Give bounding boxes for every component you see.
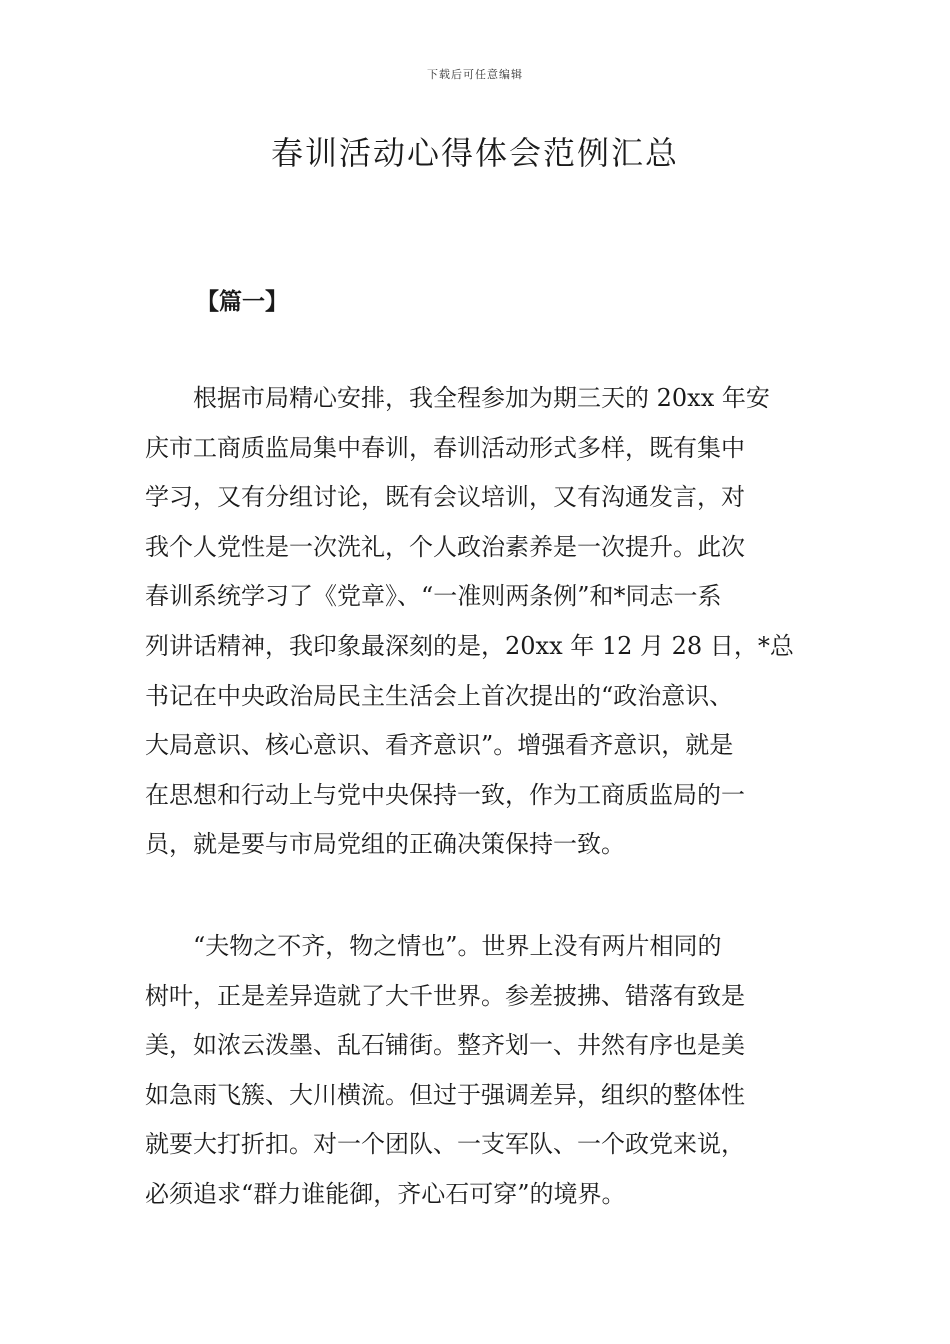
document-title: 春训活动心得体会范例汇总 [270,134,679,172]
section-label: 【篇一】 [196,289,288,315]
paragraph-line: 美，如浓云泼墨、乱石铺街。整齐划一、井然有序也是美 [145,1031,745,1060]
paragraph-line: 员，就是要与市局党组的正确决策保持一致。 [145,830,625,859]
paragraph-line: “夫物之不齐，物之情也”。世界上没有两片相同的 [145,932,722,960]
paragraph-line: 就要大打折扣。对一个团队、一支军队、一个政党来说， [145,1130,745,1159]
paragraph-line: 书记在中央政治局民主生活会上首次提出的“政治意识、 [145,681,734,710]
paragraph-line: 根据市局精心安排，我全程参加为期三天的 20xx 年安 [145,384,770,412]
paragraph-line: 必须追求“群力谁能御，齐心石可穿”的境界。 [145,1179,626,1208]
paragraph-line: 学习，又有分组讨论，既有会议培训，又有沟通发言，对 [145,483,745,512]
paragraph-line: 如急雨飞簇、大川横流。但过于强调差异，组织的整体性 [145,1080,745,1109]
paragraph-line: 春训系统学习了《党章》、“一准则两条例”和*同志一系 [145,582,722,611]
paragraph-1 [145,374,808,870]
paragraph-line: 列讲话精神，我印象最深刻的是，20xx 年 12 月 28 日，*总 [145,631,794,660]
paragraph-line: 庆市工商质监局集中春训，春训活动形式多样，既有集中 [145,433,745,462]
paragraph-2 [145,922,808,1220]
paragraph-line: 在思想和行动上与党中央保持一致，作为工商质监局的一 [145,780,745,809]
paragraph-line: 我个人党性是一次洗礼，个人政治素养是一次提升。此次 [145,532,745,561]
paragraph-line: 树叶，正是差异造就了大千世界。参差披拂、错落有致是 [145,981,745,1010]
paragraph-line: 大局意识、核心意识、看齐意识”。增强看齐意识，就是 [145,731,734,760]
header-note: 下载后可任意编辑 [427,68,523,81]
